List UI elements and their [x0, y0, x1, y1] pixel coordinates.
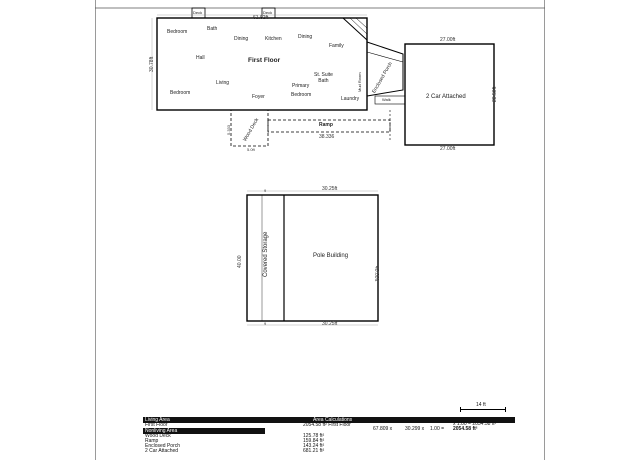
room-hall: Hall	[196, 55, 205, 61]
label-mud-room: Mud Room	[357, 72, 362, 92]
calc-row-garage	[143, 449, 515, 454]
dim-pole-small-top: 9	[264, 188, 267, 193]
label-ramp: Ramp	[319, 122, 333, 128]
calc-enclosed-porch-value: 143.24 ft²	[303, 443, 325, 449]
calc-ramp-label: Ramp	[145, 438, 159, 444]
label-deck-2: Deck	[263, 10, 273, 15]
calc-garage-value: 681.21 ft²	[303, 448, 325, 454]
label-deck-1: Deck	[193, 10, 203, 15]
calc-area-calculations-label: Area Calculations	[313, 417, 353, 423]
room-bedroom-mid: Bedroom	[291, 92, 312, 98]
calc-enclosed-porch-label: Enclosed Porch	[145, 443, 181, 449]
calc-first-floor-mult: 1.00 =	[430, 426, 445, 432]
room-family: Family	[329, 43, 344, 49]
room-laundry: Laundry	[341, 96, 360, 102]
calc-ramp-value: 159.84 ft²	[303, 438, 325, 444]
room-kitchen: Kitchen	[265, 36, 282, 42]
dim-deck-bottom: 5.0ft	[247, 147, 255, 152]
calc-first-floor-total: 2054.58 ft²	[453, 426, 478, 432]
dim-house-left: 30.78ft	[149, 56, 155, 72]
label-walk: Walk	[382, 97, 391, 102]
room-bedroom-low: Bedroom	[170, 90, 191, 96]
room-bath-top: Bath	[207, 26, 218, 32]
calc-first-floor-x: 67.809 x	[373, 426, 393, 432]
room-dining-2: Dining	[298, 34, 313, 40]
pole-building-title: Pole Building	[313, 253, 349, 259]
dim-garage-top: 27.00ft	[440, 37, 456, 43]
room-living: Living	[216, 80, 230, 86]
dim-house-top: 61.92ft	[253, 15, 269, 21]
dim-garage-right: 28.50ft	[492, 86, 498, 102]
label-enclosed-porch: Enclosed Porch	[371, 61, 394, 95]
calc-first-floor-value: 2054.58 ft² First Floor	[303, 422, 351, 428]
calc-first-floor-y: 30.299 x	[405, 426, 425, 432]
calc-garage-label: 2 Car Attached	[145, 448, 179, 454]
calc-wood-deck-value: 125.78 ft²	[303, 433, 325, 439]
dim-pole-small-bottom: 9	[264, 321, 267, 326]
room-st-suite-bath: St. Suite Bath	[314, 72, 333, 84]
house-title: First Floor	[248, 57, 281, 64]
scale-bar-line	[460, 409, 506, 410]
dim-pole-bottom: 30.25ft	[322, 321, 338, 327]
room-bedroom-top: Bedroom	[167, 29, 188, 35]
dim-ramp: 38.336	[319, 134, 335, 140]
dim-pole-top: 30.25ft	[322, 186, 338, 192]
calc-wood-deck-label: Wood Deck	[145, 433, 171, 439]
calc-first-floor-summary: x 1.00 = 2054.58 ft²	[453, 421, 497, 427]
dim-deck-side: 5.333	[226, 124, 231, 135]
dim-pole-left: 40.00	[237, 255, 243, 268]
garage-title: 2 Car Attached	[426, 94, 466, 100]
dim-garage-bottom: 27.00ft	[440, 146, 456, 152]
label-wood-deck: Wood Deck	[242, 117, 261, 143]
covered-storage-label: Covered Storage	[263, 231, 269, 277]
room-primary: Primary	[292, 83, 310, 89]
area-calculation-table	[143, 417, 515, 460]
room-dining-1: Dining	[234, 36, 249, 42]
scale-bar	[458, 404, 508, 412]
calc-living-area-label: Living Area	[145, 417, 170, 423]
calc-first-floor-label: First Floor	[145, 422, 168, 428]
dim-pole-right: 40.00ft	[373, 266, 379, 282]
room-foyer: Foyer	[252, 94, 265, 100]
calc-nonliving-area-label: Nonliving Area	[145, 428, 178, 434]
scale-bar-label: 14 ft	[476, 402, 486, 408]
